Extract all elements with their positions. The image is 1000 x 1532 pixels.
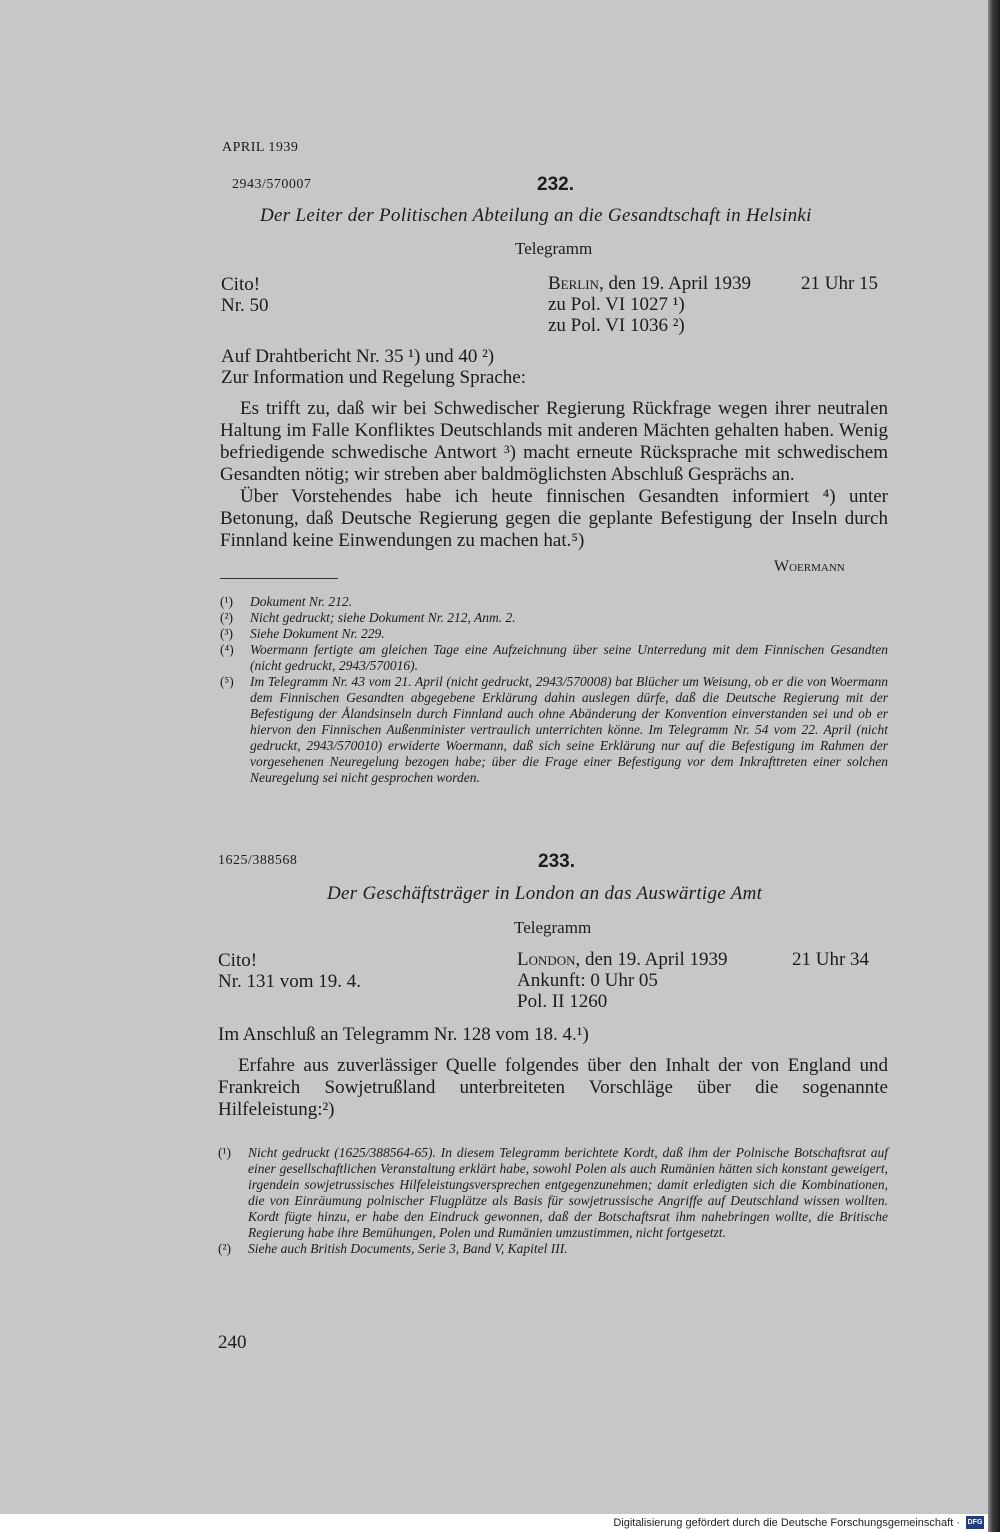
- footnote-text: Siehe Dokument Nr. 229.: [250, 626, 385, 641]
- doc233-body: [218, 1055, 888, 1121]
- doc232-footnote-rule: [220, 578, 338, 579]
- doc232-body: [220, 398, 888, 552]
- footnote: [218, 1145, 888, 1241]
- doc233-type: Telegramm: [514, 918, 592, 937]
- doc232-paragraph-2: Über Vorstehendes habe ich heute finnischen Gesandten informiert ⁴) unter Betonung, daß Deutsche Regierung gegen die geplante Befestigung der Inseln durch Finnland keine Einwendungen zu machen hat.⁵): [220, 486, 888, 551]
- footnote-mark: (²): [218, 1241, 232, 1256]
- footnote: [218, 1241, 888, 1257]
- doc233-time: 21 Uhr 34: [792, 949, 870, 970]
- doc233-date: , den 19. April 1939: [575, 949, 728, 970]
- doc232-intro-1: Auf Drahtbericht Nr. 35 ¹) und 40 ²): [221, 346, 495, 367]
- doc232-ref-1: zu Pol. VI 1027 ¹): [548, 294, 685, 315]
- footnote-mark: (²): [220, 610, 234, 625]
- doc233-title: Der Geschäftsträger in London an das Auswärtige Amt: [327, 883, 763, 904]
- doc233-place: London: [517, 949, 576, 970]
- footnote: [220, 642, 888, 674]
- doc233-arrival: Ankunft: 0 Uhr 05: [517, 970, 658, 991]
- footnote-mark: (³): [220, 626, 234, 641]
- doc232-number: 232.: [537, 174, 574, 195]
- footnote: [220, 674, 888, 786]
- doc232-intro-2: Zur Information und Regelung Sprache:: [221, 367, 526, 388]
- doc232-nr: Nr. 50: [221, 295, 269, 316]
- doc233-dateline: [517, 949, 728, 971]
- footnote-text: Dokument Nr. 212.: [250, 594, 352, 609]
- doc232-place: Berlin: [548, 273, 599, 294]
- doc233-nr: Nr. 131 vom 19. 4.: [218, 971, 362, 992]
- doc232-paragraph-1: Es trifft zu, daß wir bei Schwedischer Regierung Rückfrage wegen ihrer neutralen Haltung im Falle Konfliktes Deutschlands mit anderen Mächten gehalten haben. Wenig befriedigende schwedische Antwort ³) macht erneute Rücksprache mit schwedischem Gesandten nötig; wir streben aber baldmöglichsten Abschluß Gesprächs an.: [220, 398, 888, 485]
- doc233-intro: Im Anschluß an Telegramm Nr. 128 vom 18. 4.¹): [218, 1024, 589, 1045]
- footnote-mark: (⁴): [220, 642, 234, 657]
- dfg-logo-icon: DFG: [966, 1516, 984, 1529]
- doc232-signature: Woermann: [774, 558, 845, 575]
- footnote-text: Woermann fertigte am gleichen Tage eine Aufzeichnung über seine Unterredung mit dem Finnischen Gesandten (nicht gedruckt, 2943/570016).: [250, 642, 888, 673]
- doc232-ref-2: zu Pol. VI 1036 ²): [548, 315, 685, 336]
- doc233-file-ref: 1625/388568: [218, 853, 298, 868]
- footnote-text: Im Telegramm Nr. 43 vom 21. April (nicht gedruckt, 2943/570008) bat Blücher um Weisung, ob er die von Woermann dem Finnischen Gesandten abgegebene Erklärung dahin auslegen dürfe, daß die Deutsche Regierung mit der Befestigung der Ålandsinseln durch Finnland auch ohne Abänderung der Konvention einverstanden sei und ob er hiervon den Finnischen Außenminister vertraulich unterrichten könne. Im Telegramm Nr. 54 vom 22. April (nicht gedruckt, 2943/570010) erwiderte Woermann, daß sich seine Erklärung nur auf die Befestigung im Rahmen der vorgesehenen Neuregelung bezogen habe; über die Frage einer Befestigung vor dem Inkrafttreten einer solchen Neuregelung sei nicht gesprochen worden.: [250, 674, 888, 785]
- doc233-ref: Pol. II 1260: [517, 991, 608, 1012]
- footnote-mark: (¹): [218, 1145, 232, 1160]
- running-head: APRIL 1939: [222, 140, 299, 155]
- doc232-title: Der Leiter der Politischen Abteilung an die Gesandtschaft in Helsinki: [260, 205, 812, 226]
- doc232-date: , den 19. April 1939: [598, 273, 751, 294]
- doc233-cito: Cito!: [218, 950, 258, 971]
- doc232-dateline: [548, 273, 751, 295]
- footnote-text: Siehe auch British Documents, Serie 3, Band V, Kapitel III.: [248, 1241, 568, 1256]
- doc233-paragraph-1: Erfahre aus zuverlässiger Quelle folgendes über den Inhalt der von England und Frankreich Sowjetrußland unterbreiteten Vorschläge über die sogenannte Hilfeleistung:²): [218, 1055, 888, 1120]
- footnote: [220, 626, 888, 642]
- footnote: [220, 610, 888, 626]
- footnote-text: Nicht gedruckt (1625/388564-65). In diesem Telegramm berichtete Kordt, daß ihm der Polnische Botschaftsrat auf einer gesellschaftlichen Veranstaltung erklärt habe, sowohl Polen als auch Rumänien hätten sich konstant geweigert, irgendein sowjetrussisches Hilfeleistungsversprechen entgegenzunehmen; damit erledigten sich die Kombinationen, die von Einräumung polnischer Flugplätze als Basis für sowjetrussische Angriffe auf Deutschland wissen wollten. Kordt fügte hinzu, er habe den Eindruck gewonnen, daß der Botschaftsrat ihm nahebringen wollte, die Britische Regierung habe ihre Bemühungen, Polen und Rumänien umzustimmen, nicht fortgesetzt.: [248, 1145, 888, 1240]
- doc232-footnotes: [220, 594, 888, 786]
- doc233-number: 233.: [538, 851, 575, 872]
- doc233-footnotes: [218, 1145, 888, 1257]
- funding-notice: Digitalisierung gefördert durch die Deutsche Forschungsgemeinschaft ·: [613, 1517, 960, 1529]
- footnote-text: Nicht gedruckt; siehe Dokument Nr. 212, Anm. 2.: [250, 610, 516, 625]
- doc232-time: 21 Uhr 15: [801, 273, 879, 294]
- scan-edge: [988, 0, 1000, 1532]
- doc232-cito: Cito!: [221, 274, 261, 295]
- doc232-file-ref: 2943/570007: [232, 177, 312, 192]
- doc232-type: Telegramm: [515, 239, 593, 258]
- page-number: 240: [218, 1332, 247, 1353]
- footnote-mark: (⁵): [220, 674, 234, 689]
- footnote-mark: (¹): [220, 594, 234, 609]
- footnote: [220, 594, 888, 610]
